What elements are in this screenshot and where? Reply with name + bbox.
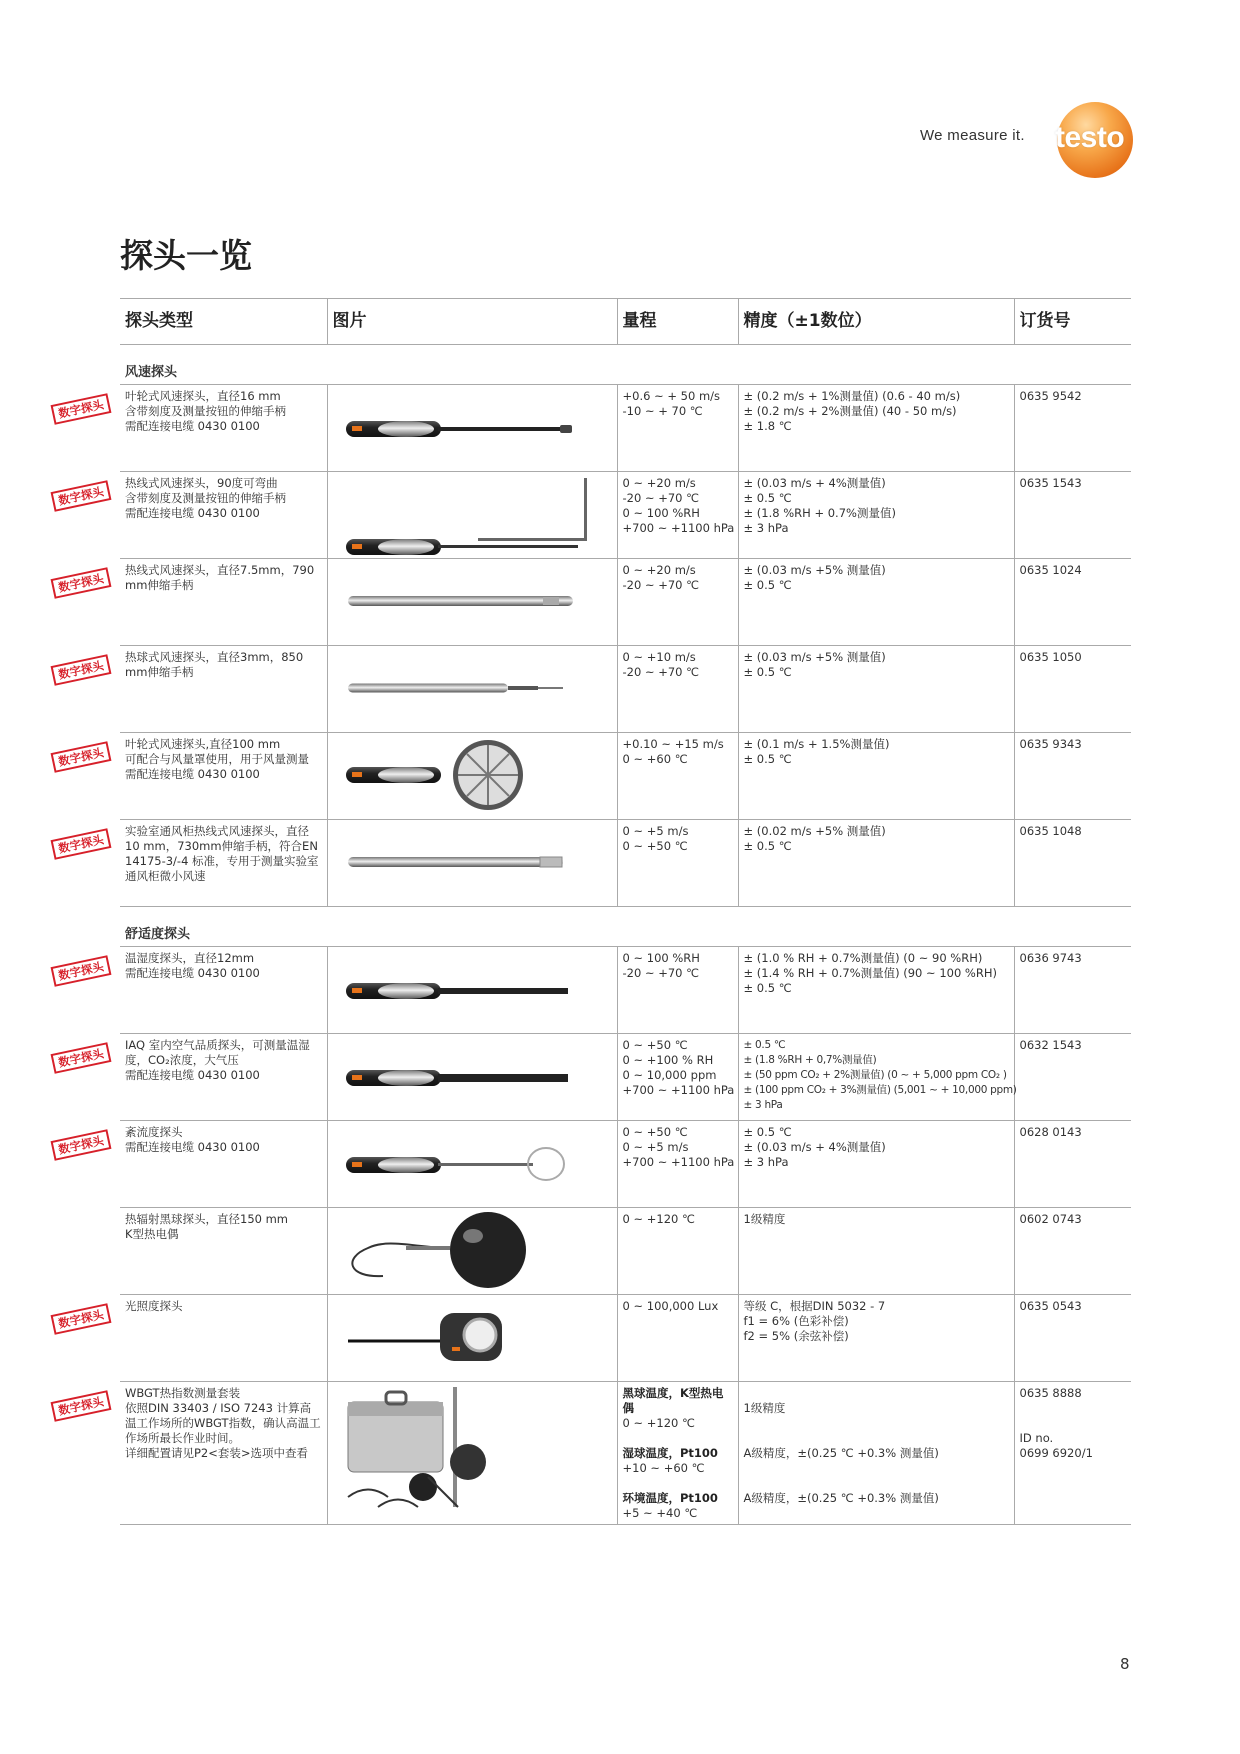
cell-line: 0699 6920/1 [1019, 1446, 1093, 1460]
cell-line: 0 ~ +20 m/s [622, 563, 696, 577]
cell-line: ± 1.8 ℃ [743, 419, 792, 433]
probe-description [120, 1208, 327, 1295]
cell-line: 实验室通风柜热线式风速探头，直径10 mm，730mm伸缩手柄，符合EN 14175-3/-4 标准，专用于测量实验室通风柜微小风速 [125, 824, 319, 883]
cell-line: 0 ~ 100,000 Lux [622, 1299, 719, 1313]
probe-image [327, 947, 617, 1034]
range-group-value: 0 ~ +120 ℃ [622, 1416, 695, 1430]
table-row [120, 1208, 1131, 1295]
cell-line: ± 0.5 ℃ [743, 665, 792, 679]
cell-line: ± 0.5 ℃ [743, 491, 792, 505]
order-number [1014, 947, 1131, 1034]
cell-line: 叶轮式风速探头,直径100 mm [125, 737, 281, 751]
header-image: 图片 [327, 299, 617, 345]
cell-line: ± 0.5 ℃ [743, 1039, 786, 1051]
cell-line: -10 ~ + 70 ℃ [622, 404, 703, 418]
probe-accuracy [738, 646, 1014, 733]
range-group-title: 环境温度，Pt100 [622, 1491, 718, 1505]
cell-line: 0 ~ +60 ℃ [622, 752, 688, 766]
probe-picture [328, 733, 618, 820]
probe-image [327, 472, 617, 559]
digital-probe-stamp: 数字探头 [51, 1042, 112, 1074]
probe-description [120, 1121, 327, 1208]
cell-line: 0 ~ +100 % RH [622, 1053, 714, 1067]
cell-line: 需配连接电缆 0430 0100 [125, 1068, 260, 1082]
cell-line: 热线式风速探头，直径7.5mm，790 mm伸缩手柄 [125, 563, 315, 592]
cell-line: 0 ~ +10 m/s [622, 650, 696, 664]
cell-line: 0635 1050 [1019, 650, 1082, 664]
probe-picture [328, 820, 618, 907]
cell-line: ID no. [1019, 1431, 1054, 1445]
order-number [1014, 1295, 1131, 1382]
header-accuracy: 精度（±1数位） [738, 299, 1014, 345]
cell-line: 0635 8888 [1019, 1386, 1082, 1400]
cell-line: 需配连接电缆 0430 0100 [125, 419, 260, 433]
cell-line: ± 0.5 ℃ [743, 752, 792, 766]
cell-line: 可配合与风量罩使用，用于风量测量 [125, 752, 309, 766]
order-number [1014, 820, 1131, 907]
probe-range [617, 1295, 738, 1382]
probe-image [327, 820, 617, 907]
cell-line: ± 0.5 ℃ [743, 578, 792, 592]
probe-accuracy [738, 1295, 1014, 1382]
probe-image [327, 385, 617, 472]
range-group-value: +5 ~ +40 ℃ [622, 1506, 698, 1520]
cell-line: ± 3 hPa [743, 521, 789, 535]
cell-line: ± (0.03 m/s + 4%测量值) [743, 476, 886, 490]
cell-line: 0636 9743 [1019, 951, 1082, 965]
cell-line: 详细配置请见P2<套装>选项中查看 [125, 1446, 309, 1460]
probe-accuracy [738, 1121, 1014, 1208]
range-group-title: 湿球温度，Pt100 [622, 1446, 718, 1460]
cell-line: ± 0.5 ℃ [743, 839, 792, 853]
probe-range [617, 1208, 738, 1295]
section-title: 风速探头 [120, 345, 1131, 385]
probe-description [120, 559, 327, 646]
digital-probe-stamp: 数字探头 [51, 955, 112, 987]
cell-line: 1级精度 [743, 1401, 786, 1415]
probe-image [327, 733, 617, 820]
cell-line: ± (1.4 % RH + 0.7%测量值) (90 ~ 100 %RH) [743, 966, 997, 980]
probe-description [120, 733, 327, 820]
cell-line: ± (1.8 %RH + 0,7%测量值) [743, 1054, 877, 1066]
table-row [120, 820, 1131, 907]
range-group-title: 黑球温度，K型热电偶 [622, 1386, 724, 1415]
cell-line: 等级 C，根据DIN 5032 - 7 [743, 1299, 886, 1313]
table-row [120, 646, 1131, 733]
cell-line: ± 3 hPa [743, 1155, 789, 1169]
cell-line: ± (0.03 m/s +5% 测量值) [743, 563, 886, 577]
probe-image [327, 559, 617, 646]
probe-picture [328, 1034, 618, 1121]
cell-line: 0602 0743 [1019, 1212, 1082, 1226]
order-number [1014, 733, 1131, 820]
probe-accuracy [738, 559, 1014, 646]
cell-line: 0 ~ +120 ℃ [622, 1212, 695, 1226]
order-number [1014, 1382, 1131, 1525]
cell-line: 0 ~ +50 ℃ [622, 1038, 688, 1052]
order-number [1014, 385, 1131, 472]
table-row [120, 1295, 1131, 1382]
cell-line: ± (0.02 m/s +5% 测量值) [743, 824, 886, 838]
probe-image [327, 1208, 617, 1295]
cell-line: K型热电偶 [125, 1227, 179, 1241]
table-row [120, 1121, 1131, 1208]
section-title: 舒适度探头 [120, 907, 1131, 947]
probe-description [120, 1034, 327, 1121]
brand-header [920, 118, 1130, 178]
probe-picture [328, 385, 618, 472]
digital-probe-stamp: 数字探头 [51, 480, 112, 512]
probe-description [120, 385, 327, 472]
cell-line: 0 ~ 10,000 ppm [622, 1068, 717, 1082]
brand-slogan: We measure it. [920, 127, 1025, 144]
cell-line: ± 3 hPa [743, 1099, 783, 1111]
order-number [1014, 646, 1131, 733]
cell-line: ± (0.03 m/s + 4%测量值) [743, 1140, 886, 1154]
probe-accuracy [738, 1382, 1014, 1525]
cell-line: -20 ~ +70 ℃ [622, 966, 700, 980]
probe-picture [328, 646, 618, 733]
cell-line: 0 ~ 100 %RH [622, 951, 700, 965]
cell-line: ± (1.0 % RH + 0.7%测量值) (0 ~ 90 %RH) [743, 951, 983, 965]
cell-line: A级精度，±(0.25 ℃ +0.3% 测量值) [743, 1446, 939, 1460]
probe-picture [328, 1121, 618, 1208]
cell-line: 紊流度探头 [125, 1125, 183, 1139]
table-row [120, 1034, 1131, 1121]
cell-line: ± (50 ppm CO₂ + 2%测量值) (0 ~ + 5,000 ppm CO₂ ) [743, 1069, 1007, 1081]
probe-range [617, 820, 738, 907]
digital-probe-stamp: 数字探头 [51, 1129, 112, 1161]
cell-line: +0.6 ~ + 50 m/s [622, 389, 721, 403]
table-row [120, 947, 1131, 1034]
cell-line: 0635 1024 [1019, 563, 1082, 577]
cell-line: 叶轮式风速探头，直径16 mm [125, 389, 281, 403]
probe-range [617, 385, 738, 472]
probe-image [327, 646, 617, 733]
probe-accuracy [738, 1208, 1014, 1295]
digital-probe-stamp: 数字探头 [51, 1303, 112, 1335]
probe-image [327, 1121, 617, 1208]
probe-accuracy [738, 472, 1014, 559]
probe-range [617, 733, 738, 820]
page-number: 8 [1120, 1655, 1130, 1673]
cell-line: -20 ~ +70 ℃ [622, 665, 700, 679]
cell-line: f1 = 6% (色彩补偿) [743, 1314, 849, 1328]
cell-line: ± (100 ppm CO₂ + 3%测量值) (5,001 ~ + 10,000 ppm) [743, 1084, 1017, 1096]
testo-logo-text: testo [1055, 121, 1125, 154]
probe-description [120, 820, 327, 907]
cell-line: A级精度，±(0.25 ℃ +0.3% 测量值) [743, 1491, 939, 1505]
table-row [120, 385, 1131, 472]
cell-line: 热线式风速探头，90度可弯曲 [125, 476, 278, 490]
table-row [120, 1382, 1131, 1525]
probe-picture [328, 559, 618, 646]
probe-range [617, 947, 738, 1034]
probe-picture [328, 1382, 618, 1525]
digital-probe-stamp: 数字探头 [51, 567, 112, 599]
range-group-value: +10 ~ +60 ℃ [622, 1461, 705, 1475]
probe-picture [328, 472, 618, 559]
cell-line: 光照度探头 [125, 1299, 183, 1313]
cell-line: 0628 0143 [1019, 1125, 1082, 1139]
header-order: 订货号 [1014, 299, 1131, 345]
cell-line: 0635 1543 [1019, 476, 1082, 490]
cell-line: 热辐射黑球探头，直径150 mm [125, 1212, 289, 1226]
probe-image [327, 1382, 617, 1525]
cell-line: 需配连接电缆 0430 0100 [125, 966, 260, 980]
probe-description [120, 1382, 327, 1525]
probe-range [617, 472, 738, 559]
cell-line: -20 ~ +70 ℃ [622, 578, 700, 592]
cell-line: ± (0.2 m/s + 2%测量值) (40 - 50 m/s) [743, 404, 957, 418]
cell-line: +0.10 ~ +15 m/s [622, 737, 724, 751]
probe-accuracy [738, 733, 1014, 820]
digital-probe-stamp: 数字探头 [51, 393, 112, 425]
cell-line: ± (1.8 %RH + 0.7%测量值) [743, 506, 896, 520]
table-row [120, 559, 1131, 646]
cell-line: 0635 9343 [1019, 737, 1082, 751]
probe-range [617, 1382, 738, 1525]
probe-description [120, 472, 327, 559]
cell-line: 0 ~ 100 %RH [622, 506, 700, 520]
section-row [120, 345, 1131, 385]
probe-range [617, 1121, 738, 1208]
cell-line: 0635 1048 [1019, 824, 1082, 838]
order-number [1014, 1034, 1131, 1121]
digital-probe-stamp: 数字探头 [51, 654, 112, 686]
cell-line: 0635 9542 [1019, 389, 1082, 403]
cell-line: 1级精度 [743, 1212, 786, 1226]
cell-line: ± (0.1 m/s + 1.5%测量值) [743, 737, 890, 751]
order-number [1014, 1208, 1131, 1295]
cell-line: ± (0.03 m/s +5% 测量值) [743, 650, 886, 664]
probe-image [327, 1295, 617, 1382]
probe-range [617, 646, 738, 733]
order-number [1014, 559, 1131, 646]
cell-line: 热球式风速探头，直径3mm，850 mm伸缩手柄 [125, 650, 304, 679]
cell-line: 0635 0543 [1019, 1299, 1082, 1313]
cell-line: WBGT热指数测量套装 [125, 1386, 241, 1400]
cell-line: 依照DIN 33403 / ISO 7243 计算高温工作场所的WBGT指数，确认高温工作场所最长作业时间。 [125, 1401, 321, 1445]
probe-description [120, 947, 327, 1034]
cell-line: IAQ 室内空气品质探头，可测量温湿度，CO₂浓度，大气压 [125, 1038, 310, 1067]
probe-image [327, 1034, 617, 1121]
cell-line: 0 ~ +20 m/s [622, 476, 696, 490]
probe-accuracy [738, 820, 1014, 907]
order-number [1014, 1121, 1131, 1208]
probe-description [120, 1295, 327, 1382]
digital-probe-stamp: 数字探头 [51, 828, 112, 860]
probe-range [617, 1034, 738, 1121]
probe-table [120, 298, 1131, 1525]
cell-line: ± 0.5 ℃ [743, 981, 792, 995]
section-row [120, 907, 1131, 947]
probe-accuracy [738, 1034, 1017, 1121]
probe-range [617, 559, 738, 646]
cell-line: +700 ~ +1100 hPa [622, 521, 735, 535]
cell-line: ± 0.5 ℃ [743, 1125, 792, 1139]
cell-line: 含带刻度及测量按钮的伸缩手柄 [125, 404, 286, 418]
probe-picture [328, 947, 618, 1034]
table-header-row [120, 299, 1131, 345]
header-type: 探头类型 [120, 299, 327, 345]
digital-probe-stamp: 数字探头 [51, 1390, 112, 1422]
probe-description [120, 646, 327, 733]
header-range: 量程 [617, 299, 738, 345]
digital-probe-stamp: 数字探头 [51, 741, 112, 773]
cell-line: 0632 1543 [1019, 1038, 1082, 1052]
cell-line: 含带刻度及测量按钮的伸缩手柄 [125, 491, 286, 505]
probe-accuracy [738, 947, 1014, 1034]
order-number [1014, 472, 1131, 559]
table-row [120, 472, 1131, 559]
cell-line: 需配连接电缆 0430 0100 [125, 767, 260, 781]
cell-line: 0 ~ +5 m/s [622, 1140, 689, 1154]
probe-picture [328, 1208, 618, 1295]
page-title: 探头一览 [120, 236, 252, 275]
cell-line: 温湿度探头，直径12mm [125, 951, 255, 965]
cell-line: ± (0.2 m/s + 1%测量值) (0.6 - 40 m/s) [743, 389, 961, 403]
cell-line: 需配连接电缆 0430 0100 [125, 1140, 260, 1154]
probe-accuracy [738, 385, 1014, 472]
cell-line: 0 ~ +5 m/s [622, 824, 689, 838]
probe-picture [328, 1295, 618, 1382]
table-row [120, 733, 1131, 820]
cell-line: -20 ~ +70 ℃ [622, 491, 700, 505]
cell-line: 0 ~ +50 ℃ [622, 839, 688, 853]
cell-line: f2 = 5% (余弦补偿) [743, 1329, 849, 1343]
cell-line: 需配连接电缆 0430 0100 [125, 506, 260, 520]
cell-line: +700 ~ +1100 hPa [622, 1155, 735, 1169]
cell-line: 0 ~ +50 ℃ [622, 1125, 688, 1139]
cell-line: +700 ~ +1100 hPa [622, 1083, 735, 1097]
